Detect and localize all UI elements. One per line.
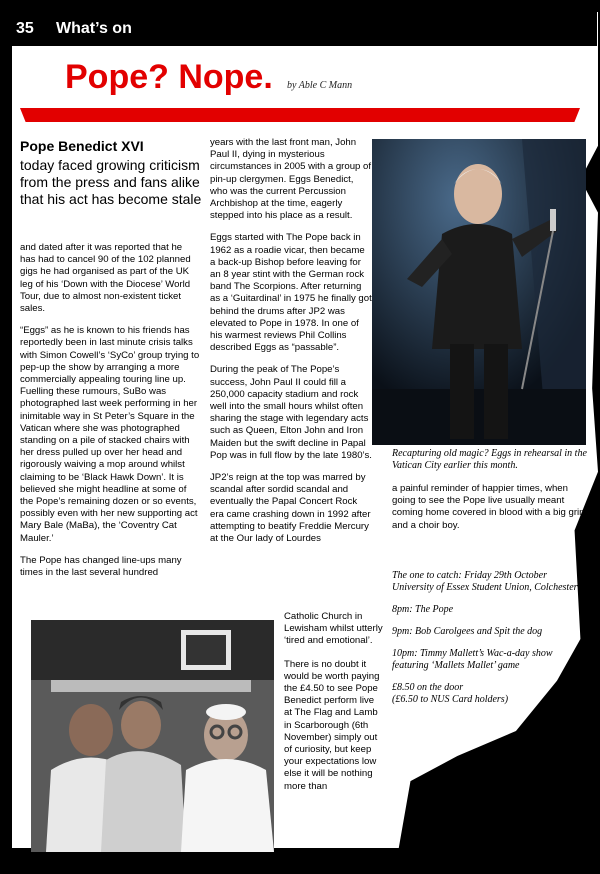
- page-number: 35: [16, 20, 34, 37]
- paragraph: Eggs started with The Pope back in 1962 as a roadie vicar, then became a back-up Bishop before leaving for an 8 year stint with the German rock band The Scorpions. After returning as a ‘Guitardinal’ in 1975 he finally got behind the drums after JP2 was elevated to Pope in 1978. In one of his warmest reviews Phil Collins described Eggs as “passable”.: [210, 232, 372, 354]
- paragraph: “Eggs” as he is known to his friends has reportedly been in last minute crisis talks with Simon Cowell’s ‘SyCo’ group trying to pep-up the show by arranging a more commercially appealing touring line up. Fuelling these rumours, SuBo was photographed last week performing in her inimitable way in St Peter’s Square in the Vatican where she was photographed standing on a pile of stacked chairs with her dress pulled up over her head and rigorously waiving a mop around whilst claiming to be ‘Black Hawk Down’. It is believed she might headline at some of the Pope’s remaining dozen or so events, possibly even with her new supporting act Mary Bale (MaBa), the ‘Coventry Cat Mauler.’: [20, 325, 200, 544]
- paragraph: years with the last front man, John Paul II, dying in mysterious circumstances in 2005 with a group of pin-up clergymen. Eggs Benedict, who was the current Percussion Archbishop at the time, eagerly stepped into his place as a result.: [210, 137, 372, 222]
- byline: by Able C Mann: [287, 80, 353, 91]
- gig-item: 9pm: Bob Carolgees and Spit the dog: [392, 626, 543, 637]
- archive-photo: [31, 620, 274, 852]
- paragraph: There is no doubt it would be worth paying the £4.50 to see Pope Benedict perform live at The Flag and Lamb in Scarborough (6th November) simply out of curiosity, but keep your expectations low else it will be nothing more than: [284, 658, 380, 792]
- column-1: [20, 242, 200, 589]
- article-title: Pope? Nope.: [65, 58, 273, 96]
- gig-price-note: (£6.50 to NUS Card holders): [392, 694, 509, 705]
- photo-caption: Recapturing old magic? Eggs in rehearsal in the Vatican City earlier this month.: [392, 448, 587, 471]
- paragraph: JP2’s reign at the top was marred by scandal after sordid scandal and eventually the Papal Concert Rock era came crashing down in 1992 after attempting to beatify Freddie Mercury at the Our lady of Lourdes: [210, 472, 371, 545]
- paragraph: and dated after it was reported that he has had to cancel 90 of the 102 planned gigs he had organised as part of the UK leg of his ‘Down with the Diocese’ World Tour, due to almost non-existent ticket sales.: [20, 242, 191, 315]
- column-3: a painful reminder of happier times, when going to see the Pope live usually meant coming home covered in blood with a big grin and a choir boy.: [392, 483, 585, 531]
- gig-listing: [392, 570, 582, 716]
- column-2-continued: [284, 611, 384, 804]
- gig-heading: The one to catch: Friday 29th October University of Essex Student Union, Colchester: [392, 570, 578, 593]
- archive-photo-illustration: [31, 620, 274, 852]
- paragraph: Catholic Church in Lewisham whilst utterly ‘tired and emotional’.: [284, 611, 383, 647]
- concert-photo: [372, 139, 586, 445]
- red-divider: [20, 108, 580, 122]
- column-2: [210, 137, 372, 555]
- gig-item: 10pm: Timmy Mallett’s Wac-a-day show featuring ‘Mallets Mallet’ game: [392, 648, 553, 671]
- gig-item: 8pm: The Pope: [392, 604, 454, 615]
- concert-photo-illustration: [372, 139, 586, 445]
- section-title: What’s on: [56, 20, 132, 37]
- paragraph: During the peak of The Pope’s success, John Paul II could fill a 250,000 capacity stadium and rock well into the small hours whilst often sharing the stage with legendary acts such as Queen, Elton John and Iron Maiden but the swift decline in Papal Pop was in full flow by the late 1980’s.: [210, 364, 372, 461]
- gig-price: £8.50 on the door: [392, 682, 464, 693]
- lead-bold: Pope Benedict XVI: [20, 138, 144, 154]
- paragraph: The Pope has changed line-ups many times in the last several hundred: [20, 554, 182, 579]
- lead-paragraph: today faced growing criticism from the press and fans alike that his act has become stale: [20, 157, 202, 207]
